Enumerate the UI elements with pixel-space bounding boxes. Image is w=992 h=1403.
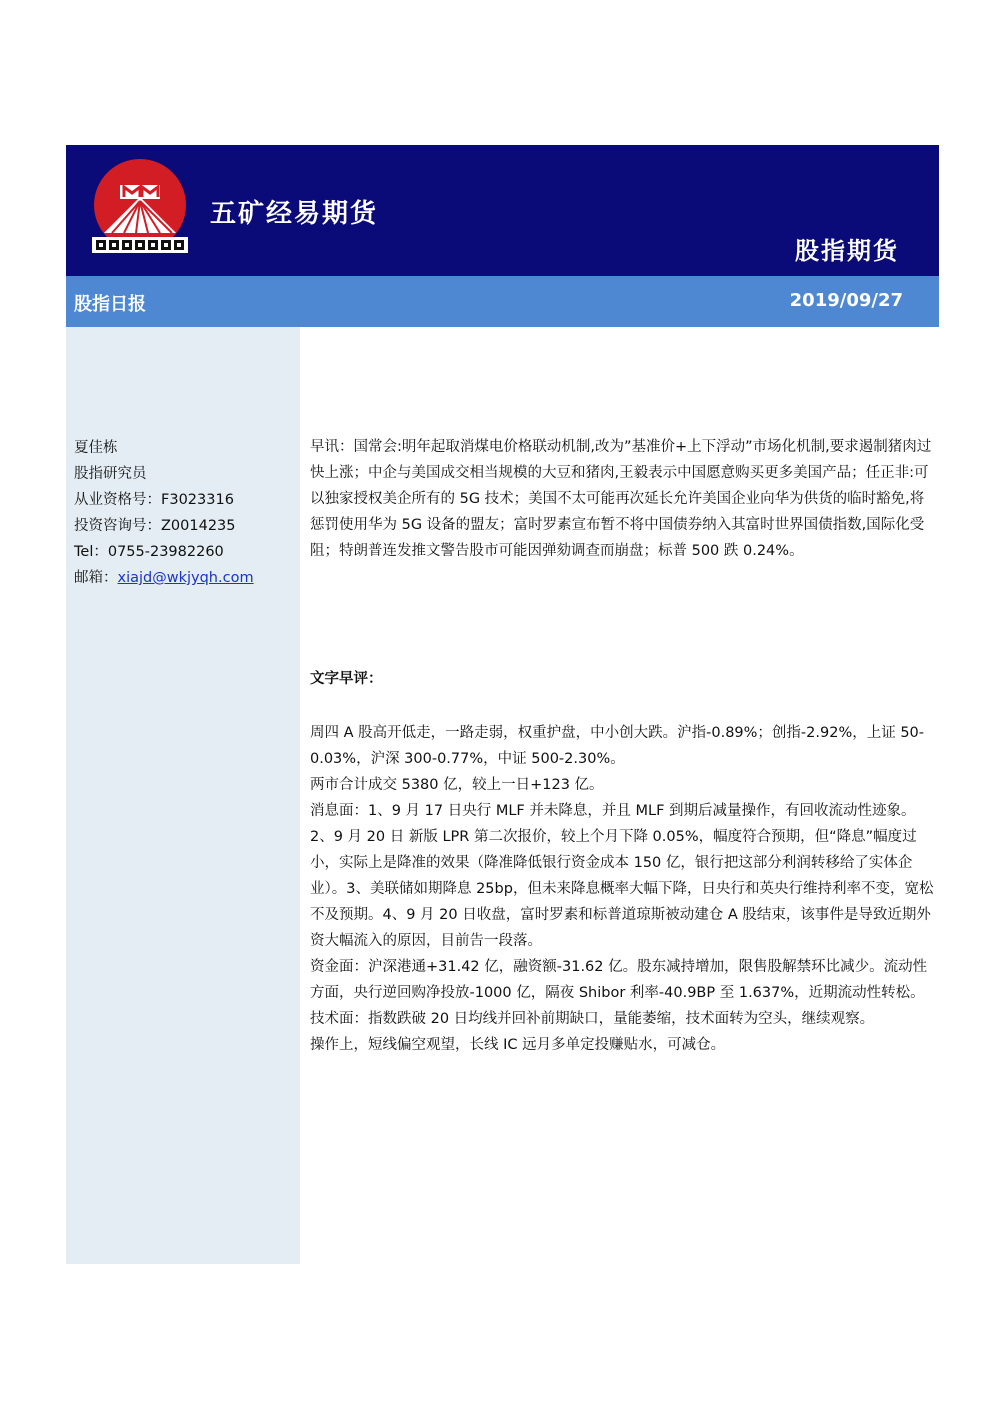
commentary-title: 文字早评： (310, 671, 383, 687)
report-date: 2019/09/27 (789, 290, 903, 311)
email-link[interactable]: xiajd@wkjyqh.com (117, 570, 254, 586)
report-category: 股指期货 (795, 237, 899, 265)
commentary-paragraph: 消息面：1、9 月 17 日央行 MLF 并未降息，并且 MLF 到期后减量操作，有回收流动性迹象。2、9 月 20 日 新版 LPR 第二次报价，较上个月下降 0.05%，幅度符合预期，但“降息”幅度过小，实际上是降准的效果（降准降低银行资金成本 150 亿，银行把这部分利润转移给了实体企业）。3、美联储如期降息 25bp，但未来降息概率大幅下降，日央行和英央行维持利率不变，宽松不及预期。4、9 月 20 日收盘，富时罗素和标普道琼斯被动建仓 A 股结束，该事件是导致近期外资大幅流入的原因，目前告一段落。 (310, 803, 934, 949)
author-email-row (74, 565, 254, 591)
report-subheader (66, 276, 939, 327)
commentary-paragraph: 操作上，短线偏空观望，长线 IC 远月多单定投赚贴水，可减仓。 (310, 1037, 726, 1053)
commentary-body (310, 720, 936, 1058)
author-title: 股指研究员 (74, 466, 147, 482)
commentary-paragraph: 周四 A 股高开低走，一路走弱，权重护盘，中小创大跌。沪指-0.89%；创指-2.92%，上证 50-0.03%，沪深 300-0.77%，中证 500-2.30%。 (310, 725, 925, 767)
commentary-paragraph: 技术面：指数跌破 20 日均线并回补前期缺口，量能萎缩，技术面转为空头，继续观察。 (310, 1011, 875, 1027)
consult-number: 投资咨询号：Z0014235 (74, 518, 236, 534)
morning-news: 早讯：国常会:明年起取消煤电价格联动机制,改为”基准价+上下浮动”市场化机制,要求遏制猪肉过快上涨；中企与美国成交相当规模的大豆和猪肉,王毅表示中国愿意购买更多美国产品；任正非:可以独家授权美企所有的 5G 技术；美国不太可能再次延长允许美国企业向华为供货的临时豁免,将惩罚使用华为 5G 设备的盟友；富时罗素宣布暂不将中国债券纳入其富时世界国债指数,国际化受阻；特朗普连发推文警告股市可能因弹劾调查而崩盘；标普 500 跌 0.24%。 (310, 439, 932, 559)
author-sidebar (66, 327, 300, 1264)
author-name: 夏佳栋 (74, 440, 118, 456)
report-type: 股指日报 (74, 294, 146, 315)
minmetals-logo (90, 157, 190, 257)
commentary-paragraph: 资金面：沪深港通+31.42 亿，融资额-31.62 亿。股东减持增加，限售股解禁环比减少。流动性方面，央行逆回购净投放-1000 亿，隔夜 Shibor 利率-40.9BP 至 1.637%，近期流动性转松。 (310, 959, 928, 1001)
header-banner (66, 145, 939, 276)
company-name: 五矿经易期货 (210, 199, 379, 229)
qualification-number: 从业资格号：F3023316 (74, 492, 234, 508)
email-label: 邮箱： (74, 570, 118, 586)
author-tel: Tel：0755-23982260 (74, 544, 224, 560)
commentary-paragraph: 两市合计成交 5380 亿，较上一日+123 亿。 (310, 777, 604, 793)
author-info (74, 435, 254, 591)
